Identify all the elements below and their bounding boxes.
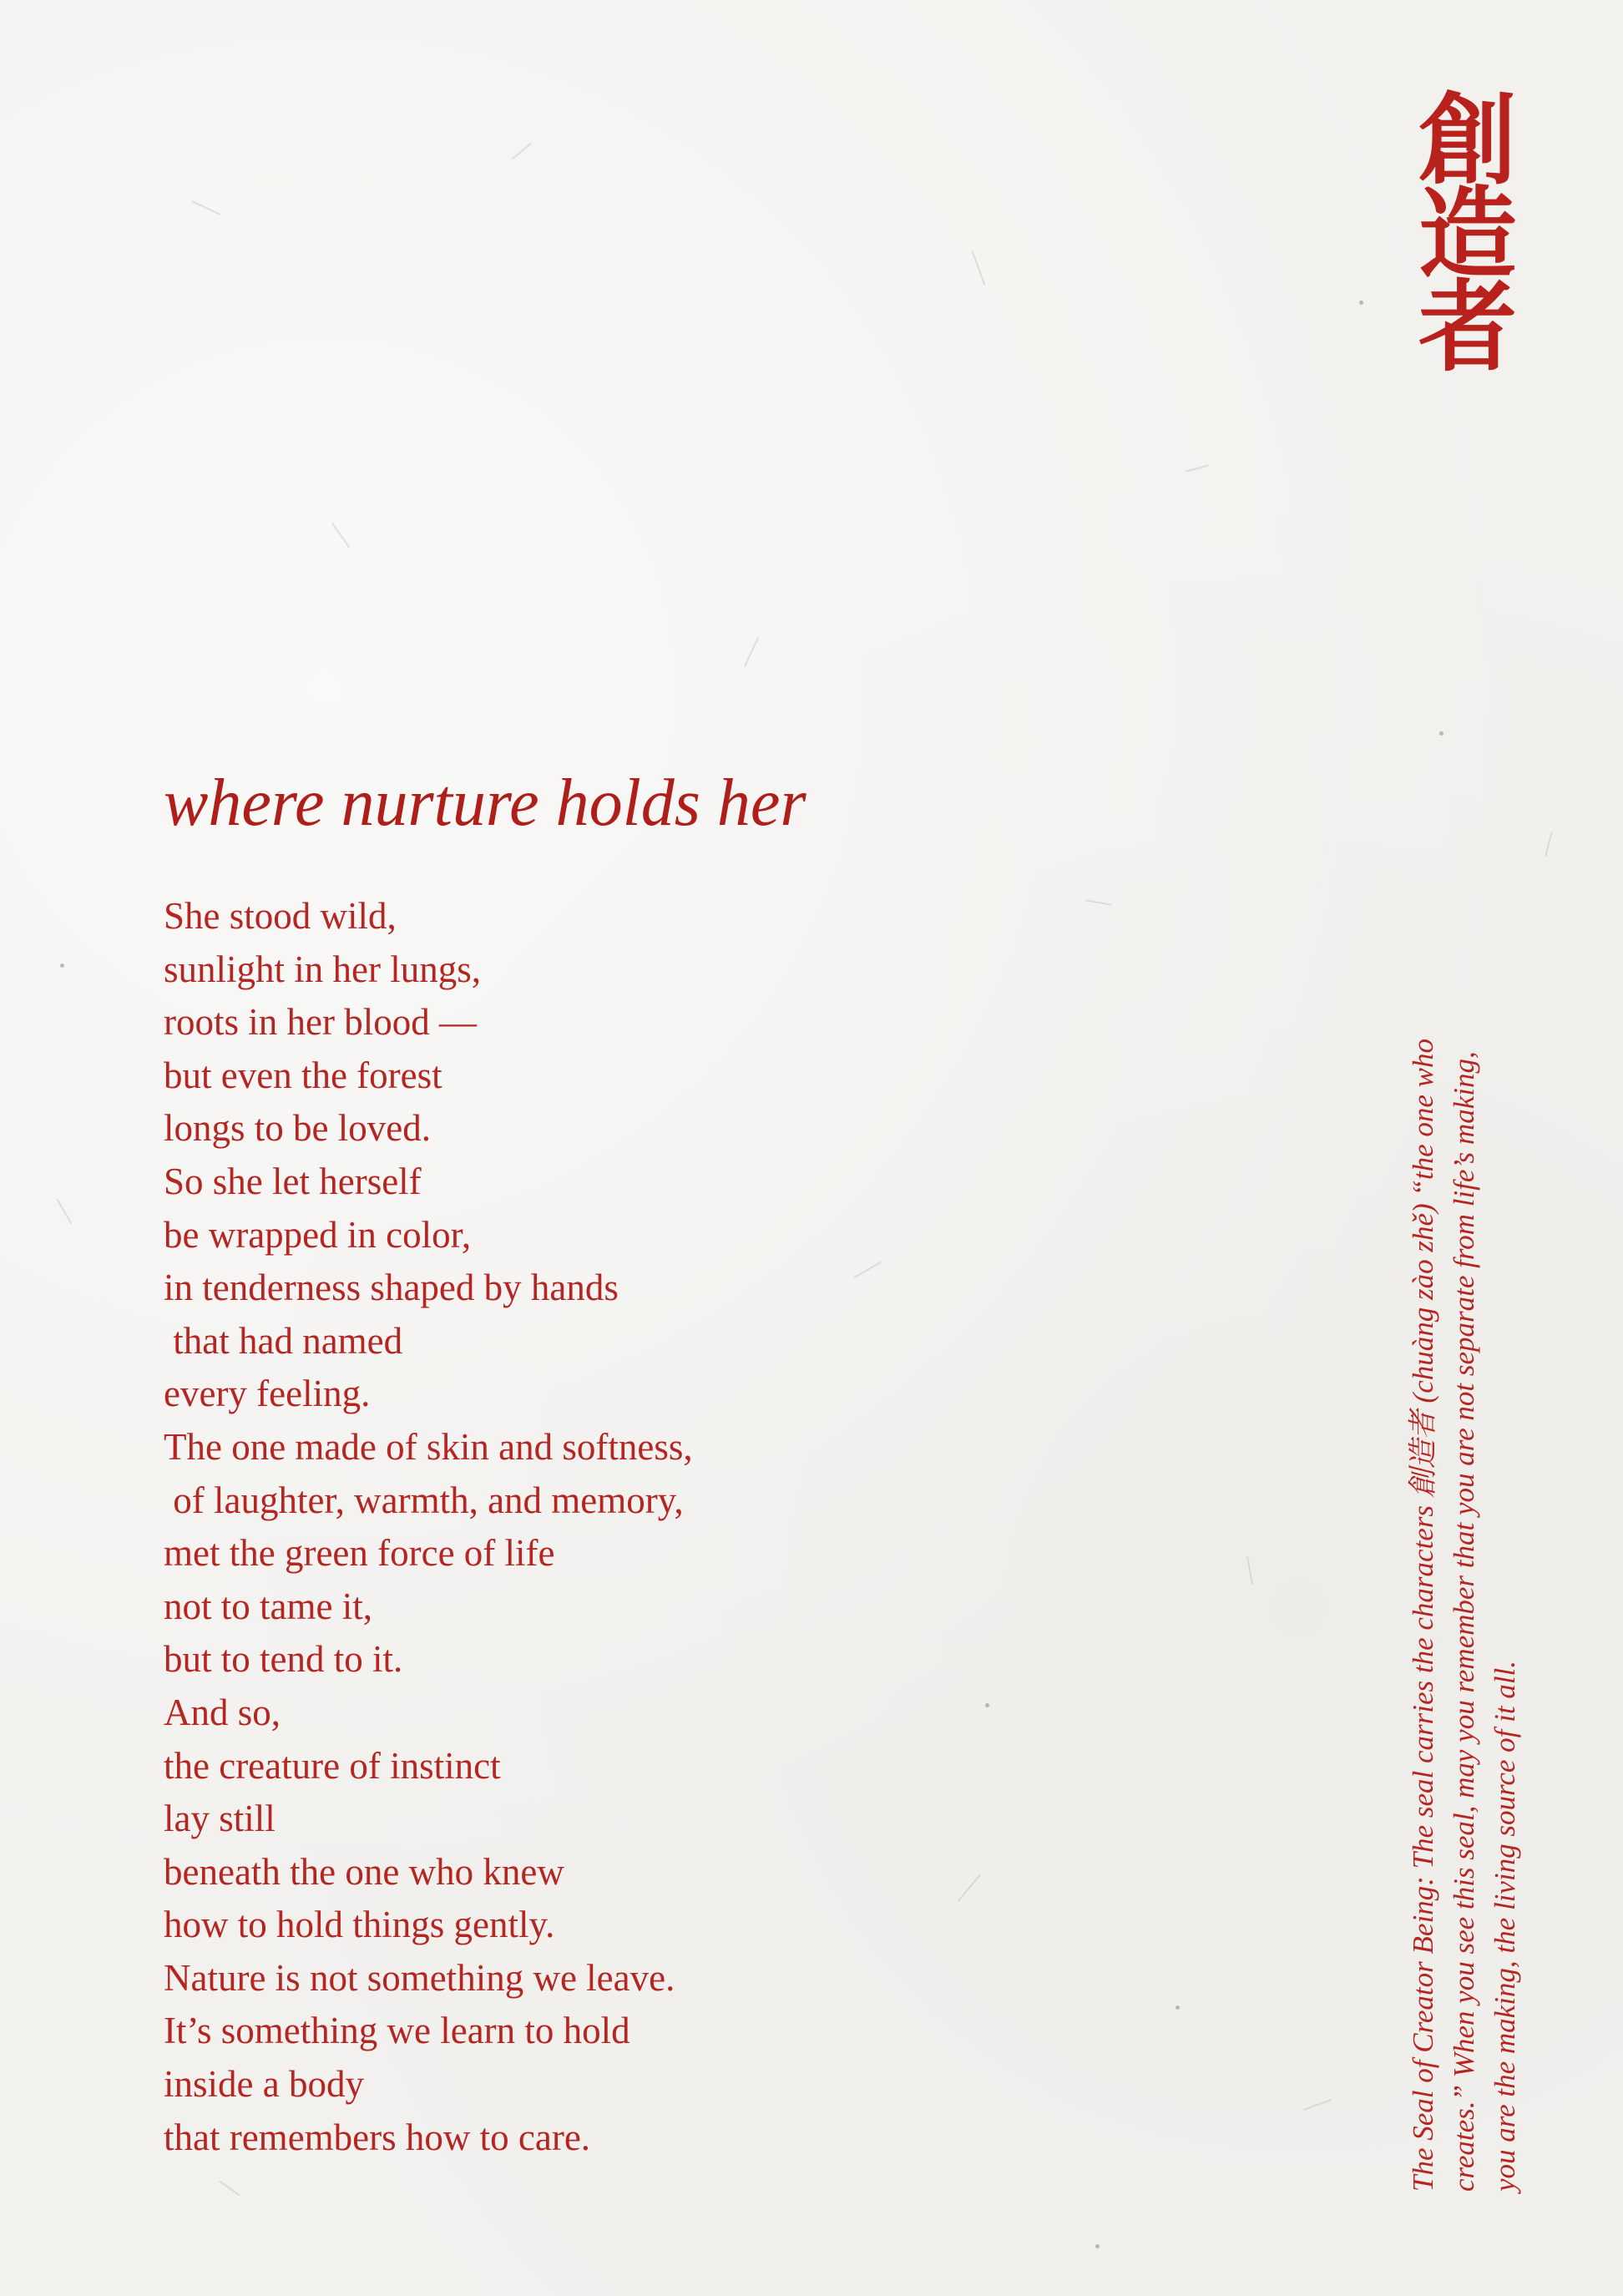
poem-line: that remembers how to care.	[164, 2116, 591, 2158]
poem-line: longs to be loved.	[164, 1107, 431, 1150]
poem-line: inside a body	[164, 2063, 364, 2106]
poem-line: The one made of skin and softness,	[164, 1425, 693, 1468]
poem-line: be wrapped in color,	[164, 1213, 472, 1256]
seal-note-column	[1403, 994, 1521, 2192]
poem-line: roots in her blood —	[164, 1001, 477, 1044]
poem-body	[164, 890, 693, 2164]
poem-line: So she let herself	[164, 1160, 422, 1202]
poem-line: of laughter, warmth, and memory,	[164, 1479, 684, 1521]
poem-line: met the green force of life	[164, 1532, 555, 1575]
poem-line: but to tend to it.	[164, 1638, 403, 1681]
poem-line: that had named	[164, 1319, 403, 1362]
poem-title: where nurture holds her	[164, 766, 806, 840]
poem-line: She stood wild,	[164, 895, 397, 937]
poem-line: sunlight in her lungs,	[164, 948, 481, 990]
poem-line: beneath the one who knew	[164, 1850, 564, 1893]
seal-explanation-note: The Seal of Creator Being: The seal carries the characters 創造者 (chuàng zào zhě) “the one who creates.” When you see this seal, may you remember that you are not separate from life’s making, you are the making, the living source of it all.	[1407, 1038, 1521, 2192]
poem-line: not to tame it,	[164, 1585, 372, 1627]
poem-line: the creature of instinct	[164, 1744, 501, 1787]
poem-line: how to hold things gently.	[164, 1904, 555, 1946]
poem-line: lay still	[164, 1798, 276, 1840]
poem-line: in tenderness shaped by hands	[164, 1267, 619, 1309]
poem-line: It’s something we learn to hold	[164, 2010, 630, 2052]
creator-seal: 創造者	[1418, 82, 1517, 385]
poem-line: but even the forest	[164, 1054, 442, 1096]
poem-line: Nature is not something we leave.	[164, 1956, 675, 1999]
poem-line: And so,	[164, 1691, 281, 1733]
poem-line: every feeling.	[164, 1373, 371, 1415]
